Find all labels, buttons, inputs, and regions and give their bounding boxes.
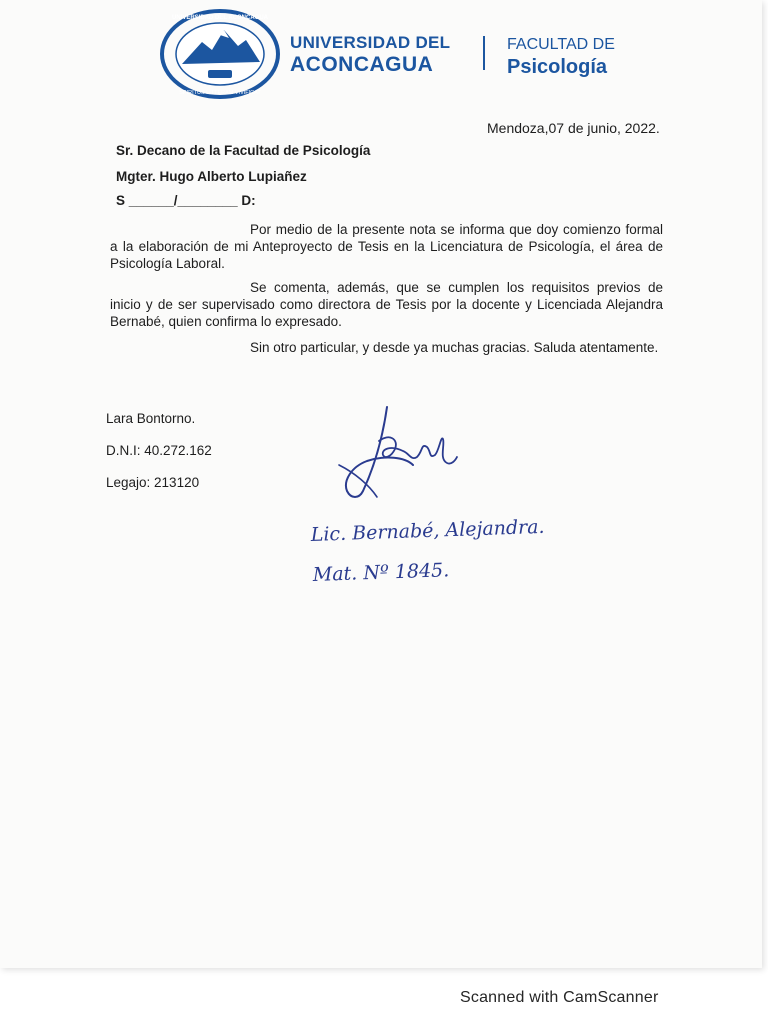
letter-date: Mendoza,07 de junio, 2022. [487,120,660,136]
handwritten-line1: Lic. Bernabé, Alejandra. [310,515,545,546]
handwritten-line2: Mat. Nº 1845. [312,559,450,586]
recipient-line2: Mgter. Hugo Alberto Lupiañez [116,169,307,184]
paragraph-2 [110,279,663,330]
header-divider [483,36,485,70]
sender-name: Lara Bontorno. [106,411,196,426]
university-line2: ACONCAGUA [290,53,434,76]
recipient-line3: S ______/________ D: [116,193,256,208]
faculty-name [507,37,615,77]
svg-text:SPIRITUS LITTERAM VIVIFICAT: SPIRITUS LITTERAM VIVIFICAT [179,90,261,96]
faculty-line2: Psicología [507,56,608,78]
faculty-line1: FACULTAD DE [507,36,615,53]
handwritten-annotation [305,505,585,590]
svg-text:UNIVERSIDAD DEL ACONCAGUA: UNIVERSIDAD DEL ACONCAGUA [171,15,269,21]
sender-legajo: Legajo: 213120 [106,475,200,490]
paragraph-3 [110,339,663,356]
paragraph-1 [110,221,663,272]
paragraph-2-text: Se comenta, además, que se cumplen los requisitos previos de inicio y de ser supervisado como directora de Tesis por la docente y Licenciada Alejandra Bernabé, quien confirma lo expresado. [110,280,663,329]
university-line1: UNIVERSIDAD DEL [290,33,451,52]
paragraph-1-text: Por medio de la presente nota se informa que doy comienzo formal a la elaboración de mi Anteproyecto de Tesis en la Licenciatura de Psicología, el área de Psicología Laboral. [110,222,663,271]
camscanner-watermark: Scanned with CamScanner [460,989,659,1006]
handwritten-signature [325,395,475,510]
university-seal-logo [158,8,282,100]
recipient-line1: Sr. Decano de la Facultad de Psicología [116,143,371,158]
university-name [290,34,450,75]
sender-dni: D.N.I: 40.272.162 [106,443,212,458]
paragraph-3-text: Sin otro particular, y desde ya muchas gracias. Saluda atentamente. [250,340,659,355]
